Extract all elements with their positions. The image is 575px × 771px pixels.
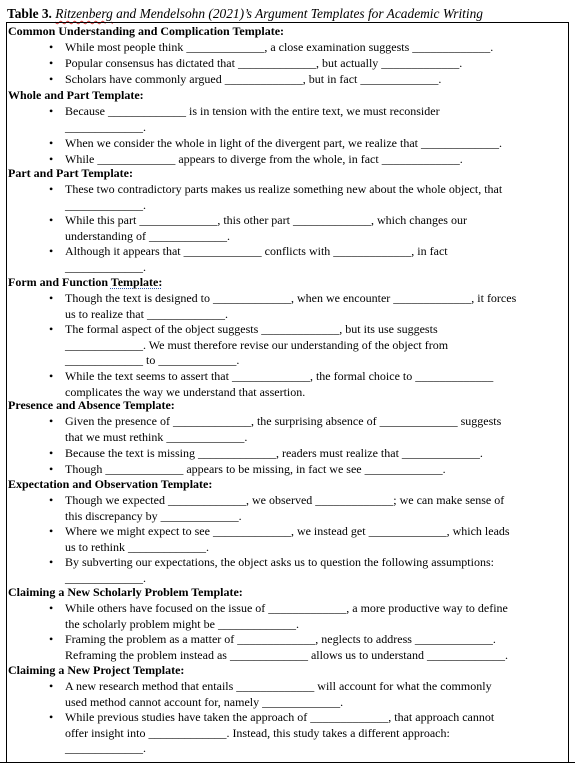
template-line: that we must rethink _____________. [65,429,248,444]
bullet-icon: • [49,710,54,724]
template-line: _____________ to _____________. [65,353,240,367]
template-line: understanding of _____________. [65,228,230,243]
template-line: While others have focused on the issue of _____________, a more productive way to define [65,601,508,615]
template-line: Though the text is designed to _____________, when we encounter _____________, it forces [65,291,517,305]
template-line: These two contradictory parts makes us realize something new about the whole object, that [65,182,503,196]
template-line: the scholarly problem might be _____________. [65,616,299,631]
template-line: _____________. [65,197,146,212]
section-heading: Part and Part Template: [8,166,133,180]
template-line: While _____________ appears to diverge from the whole, in fact _____________. [65,152,463,166]
bullet-icon: • [49,136,54,150]
template-line: this discrepancy by _____________. [65,508,242,523]
template-line: Because _____________ is in tension with the entire text, we must reconsider [65,104,440,118]
section-heading: Form and Function Template: [8,275,163,289]
template-line: us to realize that _____________. [65,306,228,321]
template-line: _____________. [65,259,146,274]
template-line: Popular consensus has dictated that _____________, but actually _____________. [65,56,463,70]
caption-authors: Ritzenberg [55,6,113,21]
template-line: The formal aspect of the object suggests _____________, but its use suggests [65,322,438,336]
template-line: Where we might expect to see _____________, we instead get _____________, which leads [65,524,510,538]
template-line: offer insight into _____________. Instead, this study takes a different approach: [65,725,450,740]
table-caption [7,6,569,21]
section-heading: Common Understanding and Complication Template: [8,24,285,38]
template-line: While the text seems to assert that _____________, the formal choice to _____________ [65,369,494,383]
template-line: Scholars have commonly argued _____________, but in fact _____________. [65,72,442,86]
section-heading: Presence and Absence Template: [8,398,175,412]
template-line: _____________. [65,570,146,585]
bullet-icon: • [49,446,54,460]
bullet-icon: • [49,213,54,227]
template-line: Though _____________ appears to be missing, in fact we see _____________. [65,462,446,476]
template-line: _____________. We must therefore revise our understanding of the object from [65,337,449,352]
template-line: While most people think _____________, a close examination suggests _____________. [65,40,494,54]
bullet-icon: • [49,369,54,383]
bullet-icon: • [49,679,54,693]
section-heading: Claiming a New Scholarly Problem Template: [8,585,243,599]
bullet-icon: • [49,322,54,336]
bullet-icon: • [49,414,54,428]
template-line: When we consider the whole in light of the divergent part, we realize that _____________. [65,136,502,150]
caption-rest: and Mendelsohn (2021)’s Argument Templates for Academic Writing [112,6,483,21]
bullet-icon: • [49,462,54,476]
bullet-icon: • [49,493,54,507]
bullet-icon: • [49,291,54,305]
template-line: complicates the way we understand that assertion. [65,384,306,399]
bullet-icon: • [49,72,54,86]
bullet-icon: • [49,555,54,569]
template-line: _____________. [65,119,146,134]
bullet-icon: • [49,104,54,118]
bullet-icon: • [49,40,54,54]
template-line: Framing the problem as a matter of _____________, neglects to address _____________. [65,632,496,646]
template-line: Though we expected _____________, we observed _____________; we can make sense of [65,493,505,507]
template-line: Reframing the problem instead as _____________ allows us to understand _____________. [65,647,508,662]
section-heading: Claiming a New Project Template: [8,663,185,677]
template-line: While this part _____________, this other part _____________, which changes our [65,213,467,227]
template-line: _____________. [65,741,146,755]
bullet-icon: • [49,152,54,166]
bullet-icon: • [49,601,54,615]
template-line: A new research method that entails _____________ will account for what the commonly [65,679,492,693]
caption-title [55,6,483,21]
bullet-icon: • [49,524,54,538]
bullet-icon: • [49,182,54,196]
section-heading: Whole and Part Template: [8,88,144,102]
bullet-icon: • [49,632,54,646]
template-line: Although it appears that _____________ conflicts with _____________, in fact [65,244,448,258]
template-line: While previous studies have taken the approach of _____________, that approach cannot [65,710,495,724]
template-line: By subverting our expectations, the object asks us to question the following assumptions: [65,555,494,569]
template-line: Because the text is missing _____________, readers must realize that _____________. [65,446,483,460]
section-heading: Expectation and Observation Template: [8,477,213,491]
bullet-icon: • [49,56,54,70]
template-line: us to rethink _____________. [65,539,209,554]
template-line: used method cannot account for, namely _____________. [65,694,344,709]
template-line: Given the presence of _____________, the surprising absence of _____________ suggests [65,414,502,428]
table-bottom-rule [0,762,575,763]
bullet-icon: • [49,244,54,258]
caption-number: Table 3. [7,6,52,21]
